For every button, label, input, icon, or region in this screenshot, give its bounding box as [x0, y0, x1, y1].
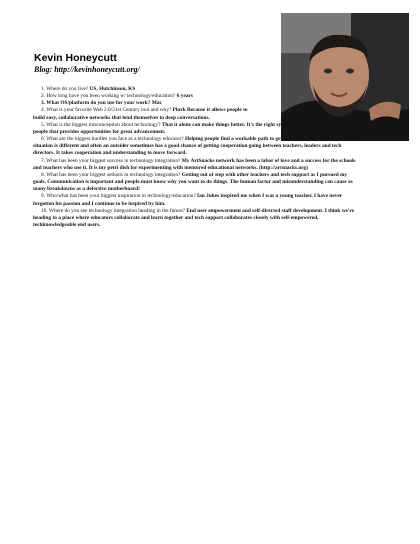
profile-blog-link[interactable]: Blog: http://kevinhoneycutt.org/ [34, 65, 140, 74]
qa-answer: End user empowerment and self-directed staff development. I think we're heading to a place where educators collaborate and learn together and tech support collaborates closely with self-empowered, techknowledgeable end users. [33, 207, 355, 228]
qa-answer: 3. What OS/platform do you use for your work? Mac [41, 100, 162, 107]
qa-question: 9. Who/what has been your biggest inspiration in technology/education? [41, 193, 198, 200]
qa-answer: Helping people find a workable path to getting where they want to go. Every situation is different and often an outsider sometimes has a good chance of getting cooperation going between teachers, leaders and tech directors. It takes cooperation and understanding to move forward. [33, 136, 359, 157]
profile-name: Kevin Honeycutt [34, 52, 117, 64]
qa-item [33, 122, 361, 136]
qa-answer: Getting out of step with other teachers and tech support as I pursued my goals. Communication is important and people must know why you want to do things. The human factor and misunderstanding can cause as many breakdowns as a defective motherboard! [33, 171, 353, 193]
qa-item [33, 172, 361, 193]
qa-item [33, 208, 361, 229]
qa-question: 1. Where do you live? [41, 86, 90, 92]
qa-item [33, 193, 361, 207]
qa-question: 7. What has been your biggest success in technology integration? [41, 157, 182, 164]
qa-question: 10. Where do you see technology integration heading in the future? [41, 207, 187, 214]
qa-answer: My ArtSnacks network has been a labor of love and a success for the schools and teachers who use it. It is my petri dish for experimenting with mentored educational networks. (http://artsnacks.org) [33, 157, 356, 171]
interview-qa [33, 86, 361, 229]
qa-item [33, 93, 361, 100]
qa-item [33, 136, 361, 157]
qa-item [33, 107, 251, 121]
qa-question: 2. How long have you been working w/ technology/education? [41, 93, 177, 100]
qa-item [33, 158, 361, 172]
qa-answer: Ian Jukes inspired me when I was a young teacher. I have never forgotten his passion and I continue to be inspired by him. [33, 193, 342, 207]
qa-answer: That it alone can make things better. It's the right symbiosis between technology and people that provides opportunities for great advancement. [33, 121, 355, 135]
qa-question: 5. What is the biggest misconception about technology? [41, 121, 162, 128]
qa-question: 8. What has been your biggest setback in technology integration? [41, 171, 182, 178]
qa-answer: US, Hutchinson, KS [89, 86, 136, 92]
qa-answer: Plurk Because it allows people to build easy, collaborative networks that lend themselves to deep conversations. [33, 107, 248, 121]
qa-answer: 6 years [176, 93, 193, 100]
qa-question: 4. What is your favorite Web 2.0/21st Century tool and why? [41, 107, 173, 114]
qa-item [33, 86, 361, 93]
qa-question: 6. What are the biggest hurdles you face as a technology educator? [41, 136, 185, 143]
